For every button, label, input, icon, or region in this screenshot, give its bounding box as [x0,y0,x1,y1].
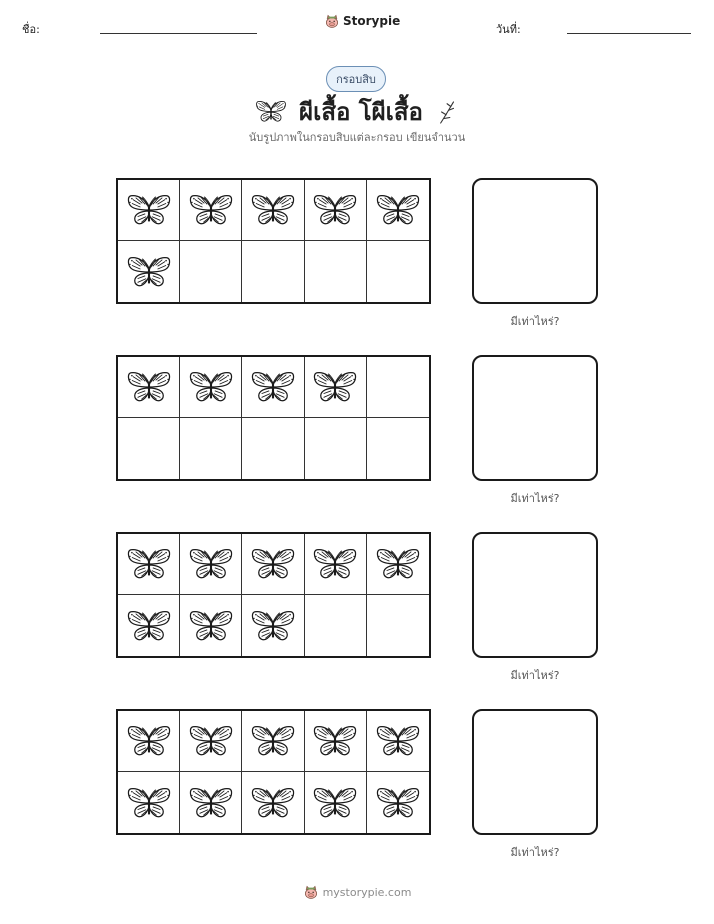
answer-box[interactable] [472,178,598,304]
ten-frame-cell [305,241,367,302]
butterfly-icon [250,607,296,645]
ten-frame [116,178,431,304]
butterfly-icon [375,784,421,822]
name-field[interactable] [100,33,257,34]
ten-frame [116,709,431,835]
butterfly-icon [312,722,358,760]
answer-box[interactable] [472,532,598,658]
ten-frame-cell [367,595,429,656]
title-row [0,92,714,131]
butterfly-icon [375,545,421,583]
ten-frame-cell [118,241,180,302]
ten-frame-cell [180,534,242,595]
ten-frame-cell [305,357,367,418]
instructions: นับรูปภาพในกรอบสิบแต่ละกรอบ เขียนจำนวน [248,131,466,144]
ten-frame-cell [305,711,367,772]
ten-frame [116,355,431,481]
ten-frame-cell [242,241,304,302]
butterfly-icon [126,191,172,229]
topic-badge: กรอบสิบ [326,66,386,92]
ten-frame-cell [242,711,304,772]
ten-frame-cell [367,534,429,595]
butterfly-icon [250,722,296,760]
ten-frame-cell [180,772,242,833]
ten-frame-cell [305,595,367,656]
ten-frame-cell [367,180,429,241]
butterfly-icon [375,722,421,760]
ten-frame-cell [242,595,304,656]
date-field[interactable] [567,33,691,34]
butterfly-icon [126,722,172,760]
ten-frame-cell [305,534,367,595]
ten-frame-cell [367,241,429,302]
ten-frame-cell [180,418,242,479]
footer-url: mystorypie.com [322,885,412,899]
butterfly-icon [188,545,234,583]
brand-logo [324,13,400,29]
butterfly-icon [312,191,358,229]
butterfly-icon [126,545,172,583]
ten-frame-cell [118,711,180,772]
brand-name: Storypie [343,14,401,28]
ten-frame-cell [305,772,367,833]
answer-prompt: มีเท่าไหร่? [510,669,560,682]
answer-box[interactable] [472,355,598,481]
butterfly-icon [250,368,296,406]
ten-frame-cell [118,772,180,833]
butterfly-icon [250,545,296,583]
butterfly-icon [126,607,172,645]
butterfly-icon [126,368,172,406]
ten-frame-cell [242,418,304,479]
ten-frame-cell [180,595,242,656]
ten-frame [116,532,431,658]
butterfly-icon [188,191,234,229]
butterfly-icon [312,545,358,583]
answer-prompt: มีเท่าไหร่? [510,492,560,505]
answer-prompt: มีเท่าไหร่? [510,315,560,328]
pig-mascot-icon [303,884,319,900]
ten-frame-cell [180,357,242,418]
date-label: วันที่: [496,23,521,36]
butterfly-icon [250,191,296,229]
ten-frame-cell [118,357,180,418]
ten-frame-cell [118,418,180,479]
ten-frame-cell [180,180,242,241]
butterfly-icon [126,784,172,822]
ten-frame-cell [118,534,180,595]
butterfly-icon [375,191,421,229]
twig-icon [437,99,459,125]
ten-frame-cell [118,180,180,241]
ten-frame-cell [367,772,429,833]
ten-frame-cell [367,711,429,772]
butterfly-icon [126,253,172,291]
answer-prompt: มีเท่าไหร่? [510,846,560,859]
ten-frame-cell [242,357,304,418]
butterfly-icon [188,368,234,406]
butterfly-icon [188,784,234,822]
butterfly-icon [188,722,234,760]
butterfly-icon [255,98,287,125]
ten-frame-cell [242,180,304,241]
butterfly-icon [312,784,358,822]
butterfly-icon [250,784,296,822]
footer [0,884,714,900]
name-label: ชื่อ: [22,23,40,36]
ten-frame-cell [242,772,304,833]
butterfly-icon [312,368,358,406]
ten-frame-cell [242,534,304,595]
ten-frame-cell [367,357,429,418]
page-title: ผีเสื้อ โผีเสื้อ [299,98,423,126]
pig-mascot-icon [324,13,340,29]
butterfly-icon [188,607,234,645]
ten-frame-cell [305,418,367,479]
ten-frame-cell [180,711,242,772]
answer-box[interactable] [472,709,598,835]
ten-frame-cell [180,241,242,302]
ten-frame-cell [305,180,367,241]
ten-frame-cell [367,418,429,479]
ten-frame-cell [118,595,180,656]
